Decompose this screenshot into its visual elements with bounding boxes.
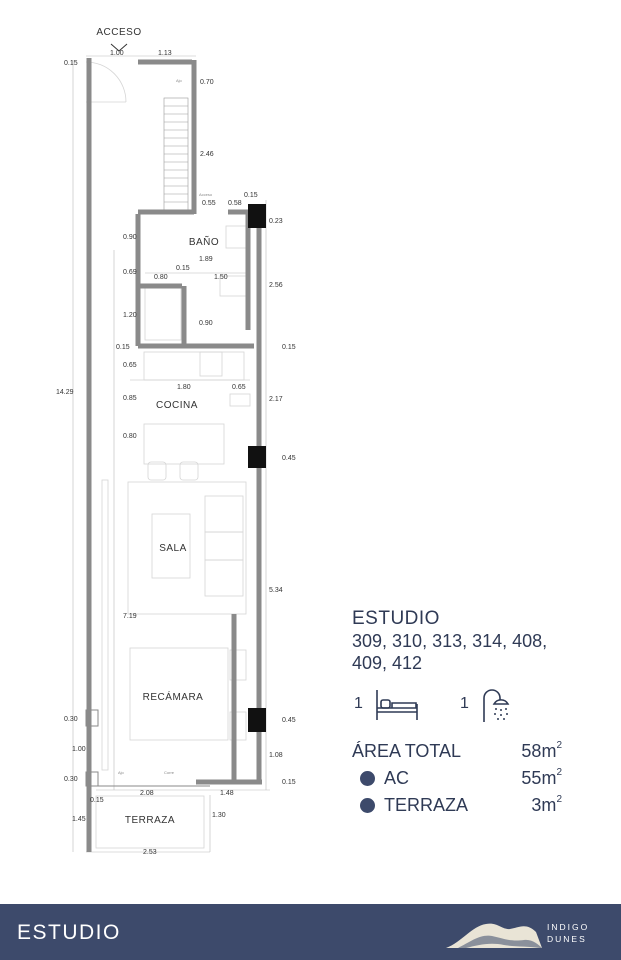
dimension-label: 0.15 — [90, 797, 104, 804]
dimension-label: 0.70 — [200, 79, 214, 86]
shower-icon — [480, 688, 516, 724]
dimension-label: 1.30 — [212, 812, 226, 819]
dimension-label: 0.90 — [123, 234, 137, 241]
room-label-cocina: COCINA — [156, 400, 198, 411]
dimension-lines — [73, 56, 270, 852]
area-terraza-value: $3m^2$ — [531, 794, 562, 815]
dimension-label: 1.45 — [72, 816, 86, 823]
bullet-dot — [360, 771, 375, 786]
dimension-label: 1.89 — [199, 256, 213, 263]
unit-numbers-line1: 309, 310, 313, 314, 408, — [352, 631, 548, 651]
indigo-dunes-logo-icon — [444, 912, 544, 952]
dimension-label: 1.13 — [158, 50, 172, 57]
dimension-label: 2.17 — [269, 396, 283, 403]
room-label-terraza: TERRAZA — [124, 815, 176, 826]
footer-title: ESTUDIO — [17, 921, 121, 944]
note-text: Corre — [164, 770, 175, 775]
note-text: Ajo — [118, 770, 124, 775]
bullet-dot — [360, 798, 375, 813]
dimension-label: 0.58 — [228, 200, 242, 207]
dimension-label: 1.08 — [269, 752, 283, 759]
area-total-value: $58m^2$ — [521, 740, 562, 761]
dimension-label: 0.15 — [282, 344, 296, 351]
dimension-label: 0.23 — [269, 218, 283, 225]
furniture — [86, 62, 250, 848]
dimension-label: 1.20 — [123, 312, 137, 319]
room-label-bano: BAÑO — [188, 237, 220, 248]
dimension-label: 1.80 — [177, 384, 191, 391]
note-text: Ajo — [176, 78, 182, 83]
dimension-label: 1.00 — [110, 50, 124, 57]
area-ac-label: AC — [384, 768, 410, 788]
dimension-label: 1.50 — [214, 274, 228, 281]
bedroom-count: 1 — [354, 695, 363, 712]
dimension-label: 0.65 — [123, 362, 137, 369]
dimension-label: 0.80 — [123, 433, 137, 440]
dimension-label: 0.69 — [123, 269, 137, 276]
area-ac-row — [352, 768, 562, 790]
logo-line2: DUNES — [547, 934, 587, 944]
dimension-label: 2.08 — [140, 790, 154, 797]
dimension-label: 7.19 — [123, 613, 137, 620]
dimension-label: 0.65 — [232, 384, 246, 391]
dimension-label: 0.45 — [282, 455, 296, 462]
logo-text — [547, 921, 589, 945]
stairs — [164, 98, 188, 212]
note-text: Acceso — [199, 192, 213, 197]
dimension-label: 0.80 — [154, 274, 168, 281]
dimension-label: 1.48 — [220, 790, 234, 797]
dimension-label: 0.15 — [116, 344, 130, 351]
dimension-label: 2.46 — [200, 151, 214, 158]
logo-line1: INDIGO — [547, 922, 590, 932]
entrance-label: ACCESO — [96, 27, 142, 38]
dimension-label: 2.53 — [143, 849, 157, 856]
area-total-row — [352, 741, 562, 763]
dimension-label: 0.85 — [123, 395, 137, 402]
dimension-label: 1.00 — [72, 746, 86, 753]
dimension-label: 0.90 — [199, 320, 213, 327]
dimension-label: 0.15 — [244, 192, 258, 199]
dimension-label: 0.15 — [64, 60, 78, 67]
amenities-row — [352, 688, 552, 724]
dimension-label: 14.29 — [56, 389, 74, 396]
unit-numbers-line2: 409, 412 — [352, 653, 423, 673]
dimension-label: 0.15 — [282, 779, 296, 786]
area-ac-value: $55m^2$ — [521, 767, 562, 788]
dimension-label: 5.34 — [269, 587, 283, 594]
area-total-label: ÁREA TOTAL — [352, 741, 462, 761]
dimension-label: 0.45 — [282, 717, 296, 724]
dimension-label: 0.30 — [64, 716, 78, 723]
bathroom-count: 1 — [460, 695, 469, 712]
area-terraza-row — [352, 795, 562, 817]
dimension-label: 0.55 — [202, 200, 216, 207]
unit-info — [352, 608, 602, 674]
unit-type-title: ESTUDIO — [352, 608, 440, 629]
dimension-label: 2.56 — [269, 282, 283, 289]
dimension-label: 0.15 — [176, 265, 190, 272]
walls — [89, 58, 262, 852]
room-label-sala: SALA — [159, 543, 187, 554]
bed-icon — [374, 688, 420, 722]
room-label-recamara: RECÁMARA — [142, 692, 204, 703]
dimension-label: 0.30 — [64, 776, 78, 783]
area-terraza-label: TERRAZA — [384, 795, 469, 815]
